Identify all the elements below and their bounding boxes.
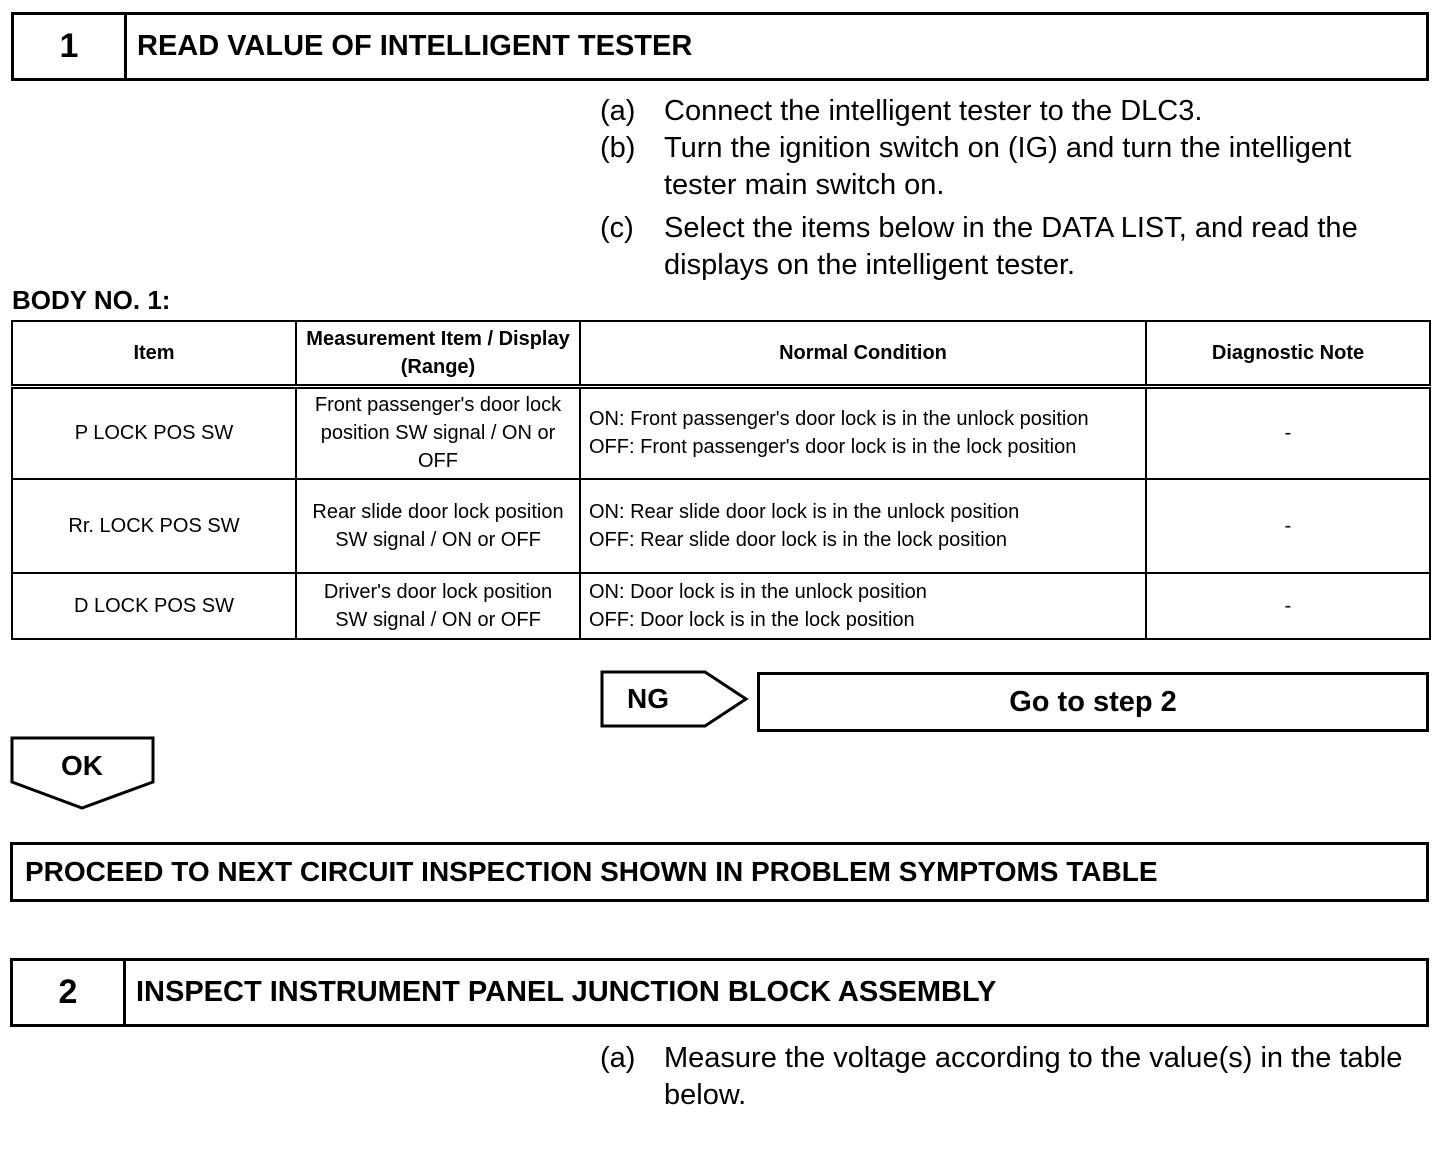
cell-normal-condition bbox=[580, 387, 1146, 479]
instruction-text: Turn the ignition switch on (IG) and turn the intelligent tester main switch on. bbox=[664, 132, 1352, 201]
table-row bbox=[12, 387, 1430, 479]
normal-on: ON: Front passenger's door lock is in the unlock position bbox=[589, 408, 1089, 431]
step-title: READ VALUE OF INTELLIGENT TESTER bbox=[137, 30, 693, 62]
instruction-text: Measure the voltage according to the value(s) in the table below. bbox=[664, 1042, 1403, 1111]
normal-on: ON: Rear slide door lock is in the unlock position bbox=[589, 500, 1020, 523]
header-item: Item bbox=[12, 321, 296, 387]
instruction-label: (a) bbox=[600, 95, 636, 127]
instruction-text: Select the items below in the DATA LIST, and read the displays on the intelligent tester. bbox=[664, 212, 1358, 281]
ng-arrow-shape bbox=[602, 672, 746, 726]
cell-note: - bbox=[1146, 387, 1430, 479]
cell-item: P LOCK POS SW bbox=[12, 387, 296, 479]
instruction-label: (b) bbox=[600, 132, 636, 164]
step-1-header bbox=[11, 12, 1429, 81]
ng-arrow-tag bbox=[600, 670, 750, 728]
proceed-box: PROCEED TO NEXT CIRCUIT INSPECTION SHOWN IN PROBLEM SYMPTOMS TABLE bbox=[10, 842, 1429, 902]
step-2-header bbox=[10, 958, 1429, 1027]
header-measurement: Measurement Item / Display (Range) bbox=[296, 321, 580, 387]
cell-note: - bbox=[1146, 479, 1430, 573]
instruction-c bbox=[600, 210, 1420, 284]
cell-note: - bbox=[1146, 573, 1430, 639]
instruction-b bbox=[600, 130, 1420, 204]
instruction-label: (c) bbox=[600, 212, 634, 244]
ng-label: NG bbox=[627, 683, 669, 714]
ok-label: OK bbox=[61, 750, 103, 781]
step-number: 1 bbox=[14, 15, 127, 78]
cell-normal-condition bbox=[580, 479, 1146, 573]
ok-arrow-tag bbox=[10, 736, 158, 812]
step-number: 2 bbox=[13, 961, 126, 1024]
header-diagnostic-note: Diagnostic Note bbox=[1146, 321, 1430, 387]
table-row bbox=[12, 479, 1430, 573]
step-1-instructions bbox=[600, 93, 1420, 284]
step-title: INSPECT INSTRUMENT PANEL JUNCTION BLOCK ASSEMBLY bbox=[136, 976, 997, 1008]
instruction-a bbox=[600, 1040, 1420, 1114]
table-row bbox=[12, 573, 1430, 639]
header-normal-condition: Normal Condition bbox=[580, 321, 1146, 387]
cell-measurement: Front passenger's door lock position SW signal / ON or OFF bbox=[296, 387, 580, 479]
cell-normal-condition bbox=[580, 573, 1146, 639]
normal-on: ON: Door lock is in the unlock position bbox=[589, 580, 927, 603]
instruction-text: Connect the intelligent tester to the DLC3. bbox=[664, 95, 1203, 127]
data-list-table bbox=[11, 320, 1431, 640]
cell-item: D LOCK POS SW bbox=[12, 573, 296, 639]
instruction-a bbox=[600, 93, 1420, 130]
body-label: BODY NO. 1: bbox=[12, 285, 171, 315]
cell-measurement: Driver's door lock position SW signal / ON or OFF bbox=[296, 573, 580, 639]
step-2-instructions bbox=[600, 1040, 1420, 1114]
normal-off: OFF: Front passenger's door lock is in the lock position bbox=[589, 436, 1077, 459]
go-to-step-2-box: Go to step 2 bbox=[757, 672, 1429, 732]
normal-off: OFF: Door lock is in the lock position bbox=[589, 608, 915, 631]
table-header-row bbox=[12, 321, 1430, 387]
cell-measurement: Rear slide door lock position SW signal / ON or OFF bbox=[296, 479, 580, 573]
instruction-label: (a) bbox=[600, 1042, 636, 1074]
normal-off: OFF: Rear slide door lock is in the lock position bbox=[589, 528, 1007, 551]
cell-item: Rr. LOCK POS SW bbox=[12, 479, 296, 573]
